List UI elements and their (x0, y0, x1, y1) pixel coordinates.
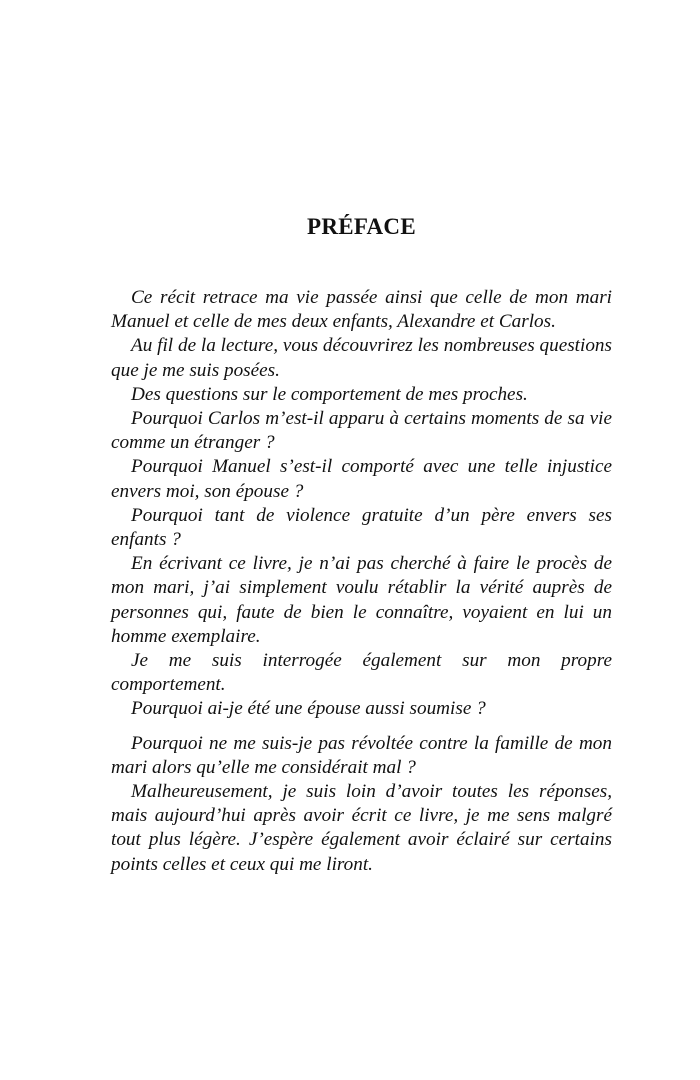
paragraph: Pourquoi Carlos m’est-il apparu à certains moments de sa vie comme un étranger ? (111, 408, 612, 454)
paragraph: Pourquoi tant de violence gratuite d’un père envers ses enfants ? (111, 504, 612, 551)
paragraph: Pourquoi ne me suis-je pas révoltée contre la famille de mon mari alors qu’elle me considérait mal ? (111, 732, 612, 778)
paragraph: Je me suis interrogée également sur mon propre comportement. (111, 650, 612, 696)
paragraph: Pourquoi Manuel s’est-il comporté avec une telle injustice envers moi, son épouse ? (111, 456, 612, 502)
page-title: PRÉFACE (306, 214, 416, 239)
paragraph: En écrivant ce livre, je n’ai pas cherché à faire le procès de mon mari, j’ai simplement voulu rétablir la vérité auprès de personnes qui, faute de bien le connaître, voyaient en lui un homme exemplaire. (111, 553, 612, 647)
paragraph: Ce récit retrace ma vie passée ainsi que celle de mon mari Manuel et celle de mes deux enfants, Alexandre et Carlos. (111, 287, 612, 333)
paragraph: Pourquoi ai-je été une épouse aussi soumise ? (131, 698, 486, 720)
preface-body (111, 286, 612, 877)
paragraph: Malheureusement, je suis loin d’avoir toutes les réponses, mais aujourd’hui après avoir écrit ce livre, je me sens malgré tout plus légère. J’espère également avoir éclairé sur certains points celles et ceux qui me liront. (111, 781, 612, 875)
paragraph: Des questions sur le comportement de mes proches. (131, 383, 528, 405)
paragraph: Au fil de la lecture, vous découvrirez les nombreuses questions que je me suis posées. (111, 335, 612, 381)
